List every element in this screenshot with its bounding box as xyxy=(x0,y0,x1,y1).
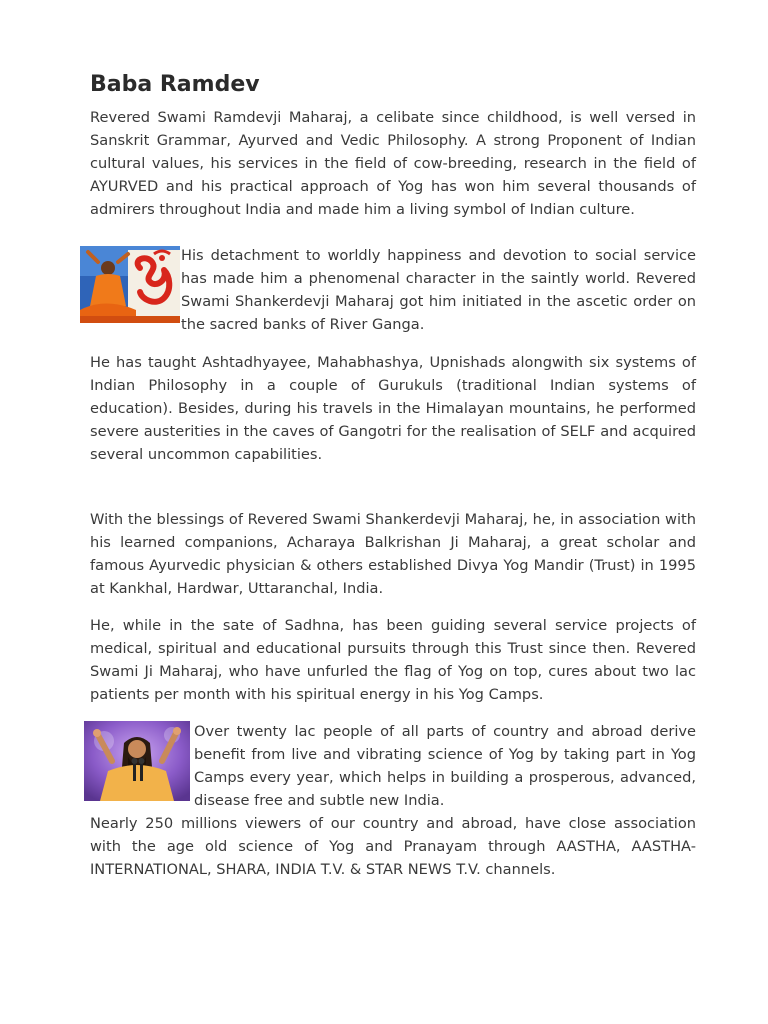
paragraph-intro: Revered Swami Ramdevji Maharaj, a celibate since childhood, is well versed in Sanskrit Grammar, Ayurved and Vedic Philosophy. A strong Proponent of Indian cultural values, his services in the field of cow-breeding, research in the field of AYURVED and his practical approach of Yog has won him several thousands of admirers throughout India and made him a living symbol of Indian culture. xyxy=(90,109,696,218)
document-page xyxy=(90,70,696,881)
paragraph-detachment: His detachment to worldly happiness and devotion to social service has made him a phenomenal character in the saintly world. Revered Swami Shankerdevji Maharaj got him initiated in the ascetic order on the sacred banks of River Ganga. xyxy=(181,247,696,333)
paragraph-with-image-1 xyxy=(90,244,696,336)
paragraph-viewers: Nearly 250 millions viewers of our country and abroad, have close association with the age old science of Yog and Pranayam through AASTHA, AASTHA-INTERNATIONAL, SHARA, INDIA T.V. & STAR NEWS T.V. channels. xyxy=(90,815,696,878)
paragraph-with-image-2 xyxy=(90,720,696,812)
paragraph-teaching: He has taught Ashtadhyayee, Mahabhashya, Upnishads alongwith six systems of Indian Philosophy in a couple of Gurukuls (traditional Indian systems of education). Besides, during his travels in the Himalayan mountains, he performed severe austerities in the caves of Gangotri for the realisation of SELF and acquired several uncommon capabilities. xyxy=(90,354,696,463)
document-title: Baba Ramdev xyxy=(90,72,260,97)
yoga-om-photo xyxy=(80,246,180,323)
paragraph-trust: With the blessings of Revered Swami Shankerdevji Maharaj, he, in association with his learned companions, Acharaya Balkrishan Ji Maharaj, a great scholar and famous Ayurvedic physician & others established Divya Yog Mandir (Trust) in 1995 at Kankhal, Hardwar, Uttaranchal, India. xyxy=(90,511,696,597)
paragraph-yog-camps: Over twenty lac people of all parts of country and abroad derive benefit from live and vibrating science of Yog by taking part in Yog Camps every year, which helps in building a prosperous, advanced, disease free and subtle new India. xyxy=(194,723,696,809)
speaker-photo xyxy=(84,721,190,801)
paragraph-sadhna: He, while in the sate of Sadhna, has been guiding several service projects of medical, spiritual and educational pursuits through this Trust since then. Revered Swami Ji Maharaj, who have unfurled the flag of Yog on top, cures about two lac patients per month with his spiritual energy in his Yog Camps. xyxy=(90,617,696,703)
